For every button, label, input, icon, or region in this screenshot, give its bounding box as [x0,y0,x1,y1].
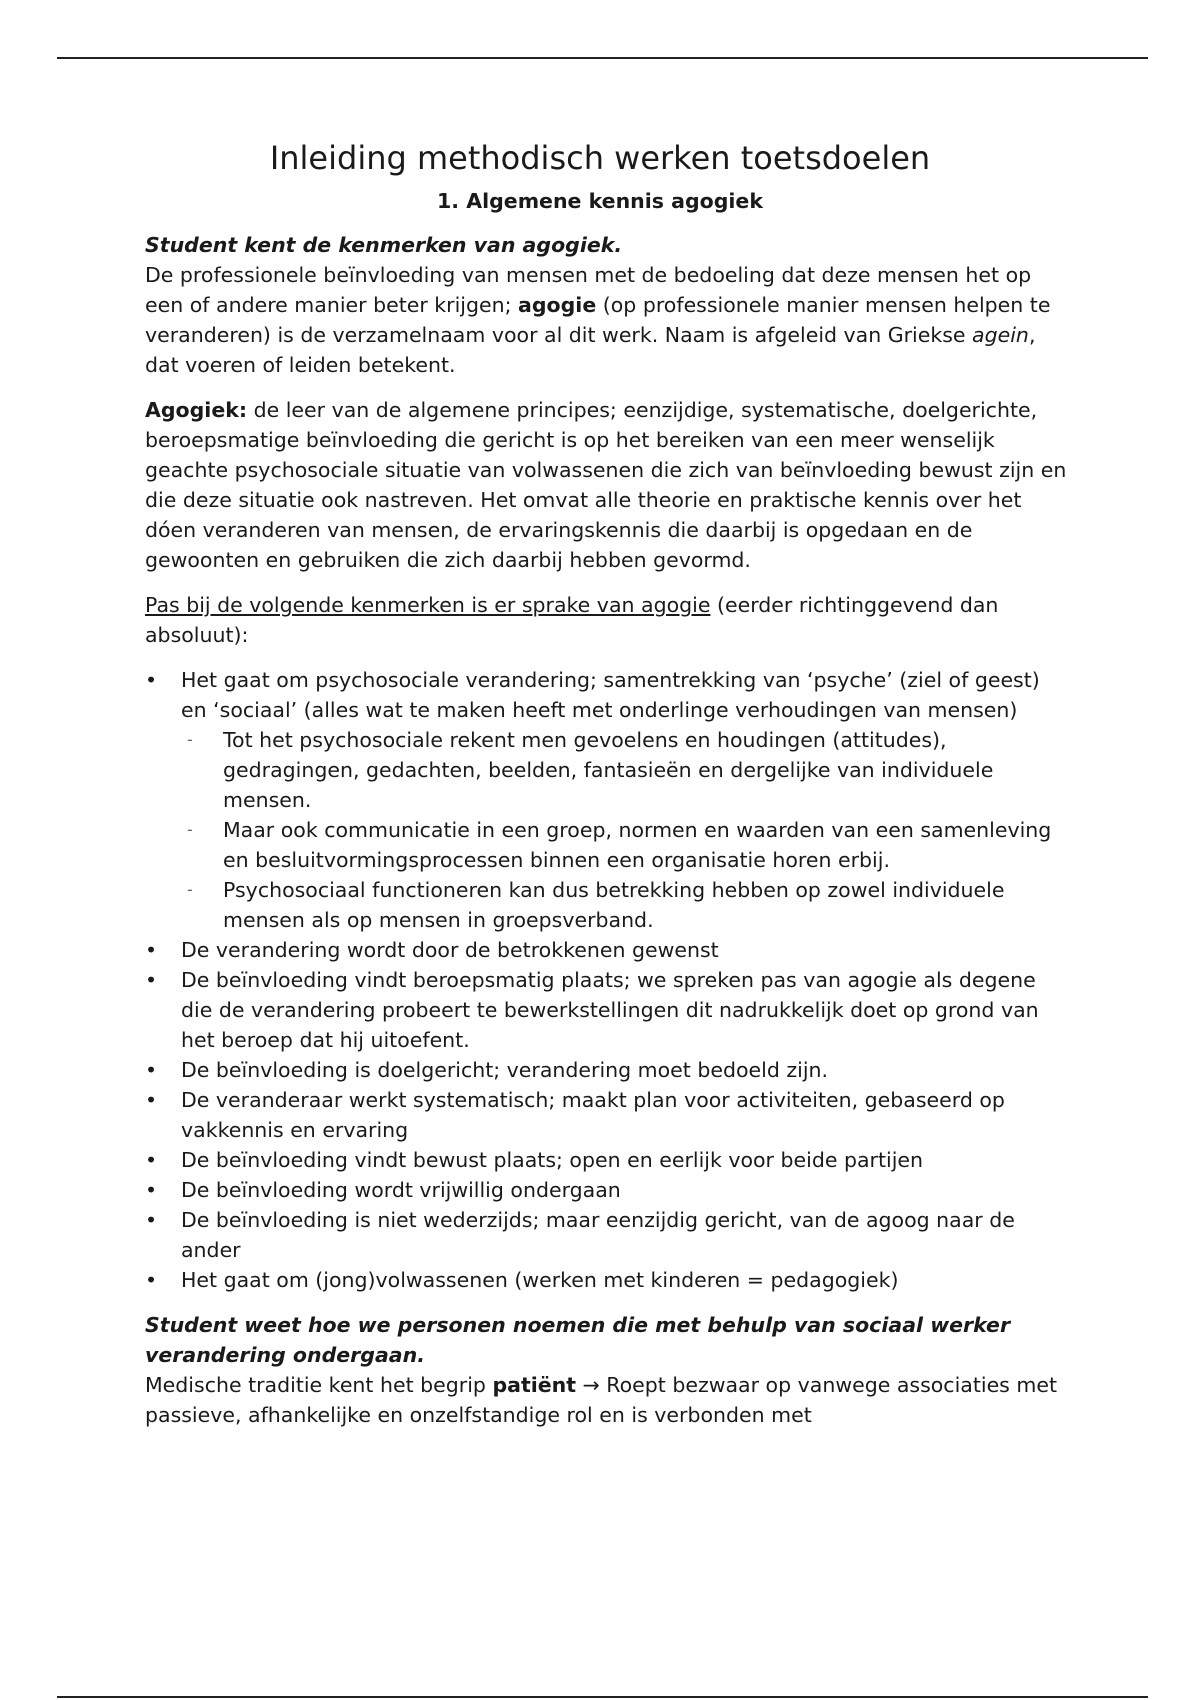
sub-list-container [145,725,1070,935]
paragraph-agogie [145,260,1070,380]
paragraph-agogiek [145,395,1070,575]
text: de leer van de algemene principes; eenzijdige, systematische, doelgerichte, beroepsmatige beïnvloeding die gericht is op het bereiken van een meer wenselijk geachte psychosociale situatie van volwassenen die zich van beïnvloeding bewust zijn en die deze situatie ook nastreven. Het omvat alle theorie en praktische kennis over het dóen veranderen van mensen, de ervaringskennis die daarbij is opgedaan en de gewoonten en gebruiken die zich daarbij hebben gevormd. [145,398,1067,572]
underlined-text: Pas bij de volgende kenmerken is er sprake van agogie [145,593,711,617]
document-title: Inleiding methodisch werken toetsdoelen [269,139,931,177]
arrow-icon: → [576,1373,607,1397]
learning-goal-2: Student weet hoe we personen noemen die met behulp van sociaal werker verandering ondergaan. [145,1313,1011,1367]
footer-rule [57,1696,1148,1698]
list-item: • De beïnvloeding vindt bewust plaats; open en eerlijk voor beide partijen [145,1145,1070,1175]
bold-term: Agogiek: [145,398,248,422]
list-item: • De veranderaar werkt systematisch; maakt plan voor activiteiten, gebaseerd op vakkennis en ervaring [145,1085,1070,1145]
text: (eerder richtinggevend dan absoluut): [145,593,999,647]
sub-list-item: - Psychosociaal functioneren kan dus betrekking hebben op zowel individuele mensen als op mensen in groepsverband. [181,875,1070,935]
sub-list-item: - Maar ook communicatie in een groep, normen en waarden van een samenleving en besluitvormingsprocessen binnen een organisatie horen erbij. [181,815,1070,875]
bold-term: agogie [518,293,597,317]
text: De professionele beïnvloeding van mensen met de bedoeling dat deze mensen het op een of andere manier beter krijgen; [145,263,1032,317]
text: , dat voeren of leiden betekent. [145,323,1036,377]
section-heading: 1. Algemene kennis agogiek [437,189,763,213]
sub-list [145,725,1070,935]
kenmerken-list [145,665,1070,1295]
text: Roept bezwaar op vanwege associaties met passieve, afhankelijke en onzelfstandige rol en is verbonden met [145,1373,1057,1427]
italic-term: agein [972,323,1029,347]
paragraph-patient [145,1370,1070,1430]
paragraph-kenmerken-intro [145,590,1070,650]
text: (op professionele manier mensen helpen te veranderen) is de verzamelnaam voor al dit werk. Naam is afgeleid van Griekse [145,293,1051,347]
list-item [145,665,1070,725]
list-item: • De verandering wordt door de betrokkenen gewenst [145,935,1070,965]
bold-term: patiënt [492,1373,577,1397]
list-item: • De beïnvloeding wordt vrijwillig ondergaan [145,1175,1070,1205]
header-rule [57,57,1148,59]
list-item: • De beïnvloeding is doelgericht; verandering moet bedoeld zijn. [145,1055,1070,1085]
text: Medische traditie kent het begrip [145,1373,493,1397]
sub-list-item: - Tot het psychosociale rekent men gevoelens en houdingen (attitudes), gedragingen, gedachten, beelden, fantasieën en dergelijke van individuele mensen. [181,725,1070,815]
list-item: • Het gaat om (jong)volwassenen (werken met kinderen = pedagogiek) [145,1265,1070,1295]
list-item: • De beïnvloeding is niet wederzijds; maar eenzijdig gericht, van de agoog naar de ander [145,1205,1070,1265]
list-item-text: Het gaat om psychosociale verandering; samentrekking van ‘psyche’ (ziel of geest) en ‘sociaal’ (alles wat te maken heeft met onderlinge verhoudingen van mensen) [181,668,1040,722]
learning-goal-1: Student kent de kenmerken van agogiek. [145,233,623,257]
list-item: • De beïnvloeding vindt beroepsmatig plaats; we spreken pas van agogie als degene die de verandering probeert te bewerkstellingen dit nadrukkelijk doet op grond van het beroep dat hij uitoefent. [145,965,1070,1055]
document-page [145,138,1070,1445]
